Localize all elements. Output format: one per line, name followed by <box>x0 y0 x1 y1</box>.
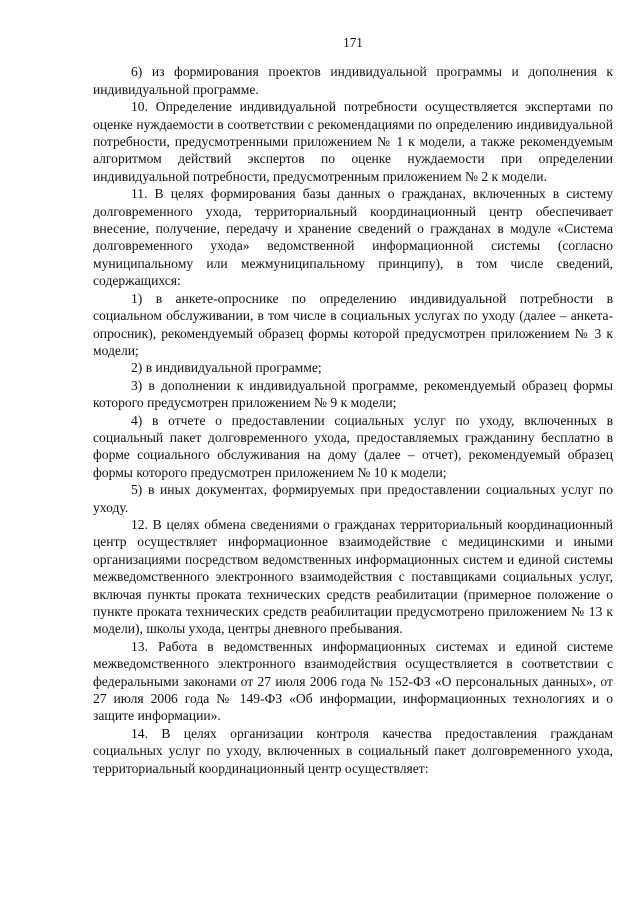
list-item-4-report: 4) в отчете о предоставлении социальных услуг по уходу, включенных в социальный пакет долговременного ухода, предоставляемых гражданину бесплатно в форме социального обслуживания на дому (далее – отчет), рекомендуемый образец формы которого предусмотрен приложением № 10 к модели; <box>93 412 613 480</box>
paragraph-6-formation: 6) из формирования проектов индивидуальной программы и дополнения к индивидуальной программе. <box>93 64 613 97</box>
paragraph-11-database: 11. В целях формирования базы данных о гражданах, включенных в систему долговременного ухода, территориальный координационный центр обеспечивает внесение, получение, передачу и хранение сведений о гражданах в модуле «Система долговременного ухода» ведомственной информационной системы (согласно муниципальному или межмуниципальному принципу), в том числе сведений, содержащихся: <box>93 186 613 289</box>
page-number: 171 <box>343 35 363 50</box>
list-item-2-program: 2) в индивидуальной программе; <box>131 360 322 376</box>
paragraph-12-information-exchange: 12. В целях обмена сведениями о гражданах территориальный координационный центр осуществляет информационное взаимодействие с медицинскими и иными организациями посредством ведомственных информационных систем и единой системы межведомственного электронного взаимодействия с поставщиками социальных услуг, включая пункты проката технических средств реабилитации (примерное положение о пункте проката технических средств реабилитации предусмотрено приложением № 13 к модели), школы ухода, центры дневного пребывания. <box>93 516 613 637</box>
list-item-3-supplement: 3) в дополнении к индивидуальной программе, рекомендуемый образец формы которого предусмотрен приложением № 9 к модели; <box>93 377 613 411</box>
paragraph-10-need-definition: 10. Определение индивидуальной потребности осуществляется экспертами по оценке нуждаемости в соответствии с рекомендациями по определению индивидуальной потребности, предусмотренными приложением № 1 к модели, а также рекомендуемым алгоритмом действий экспертов по оценке нуждаемости при определении индивидуальной потребности, предусмотренным приложением № 2 к модели. <box>93 99 613 184</box>
list-item-5-other-documents: 5) в иных документах, формируемых при предоставлении социальных услуг по уходу. <box>93 482 613 515</box>
paragraph-13-federal-laws: 13. Работа в ведомственных информационных системах и единой системе межведомственного электронного взаимодействия осуществляется в соответствии с федеральными законами от 27 июля 2006 года № 152-ФЗ «О персональных данных», от 27 июля 2006 года № 149-ФЗ «Об информации, информационных технологиях и о защите информации». <box>93 638 613 724</box>
paragraph-14-quality-control: 14. В целях организации контроля качества предоставления гражданам социальных услуг по уходу, включенных в социальный пакет долговременного ухода, территориальный координационный центр осуществляет: <box>93 725 613 776</box>
list-item-1-questionnaire: 1) в анкете-опроснике по определению индивидуальной потребности в социальном обслуживании, в том числе в социальных услугах по уходу (далее – анкета-опросник), рекомендуемый образец формы которой предусмотрен приложением № 3 к модели; <box>93 290 613 358</box>
